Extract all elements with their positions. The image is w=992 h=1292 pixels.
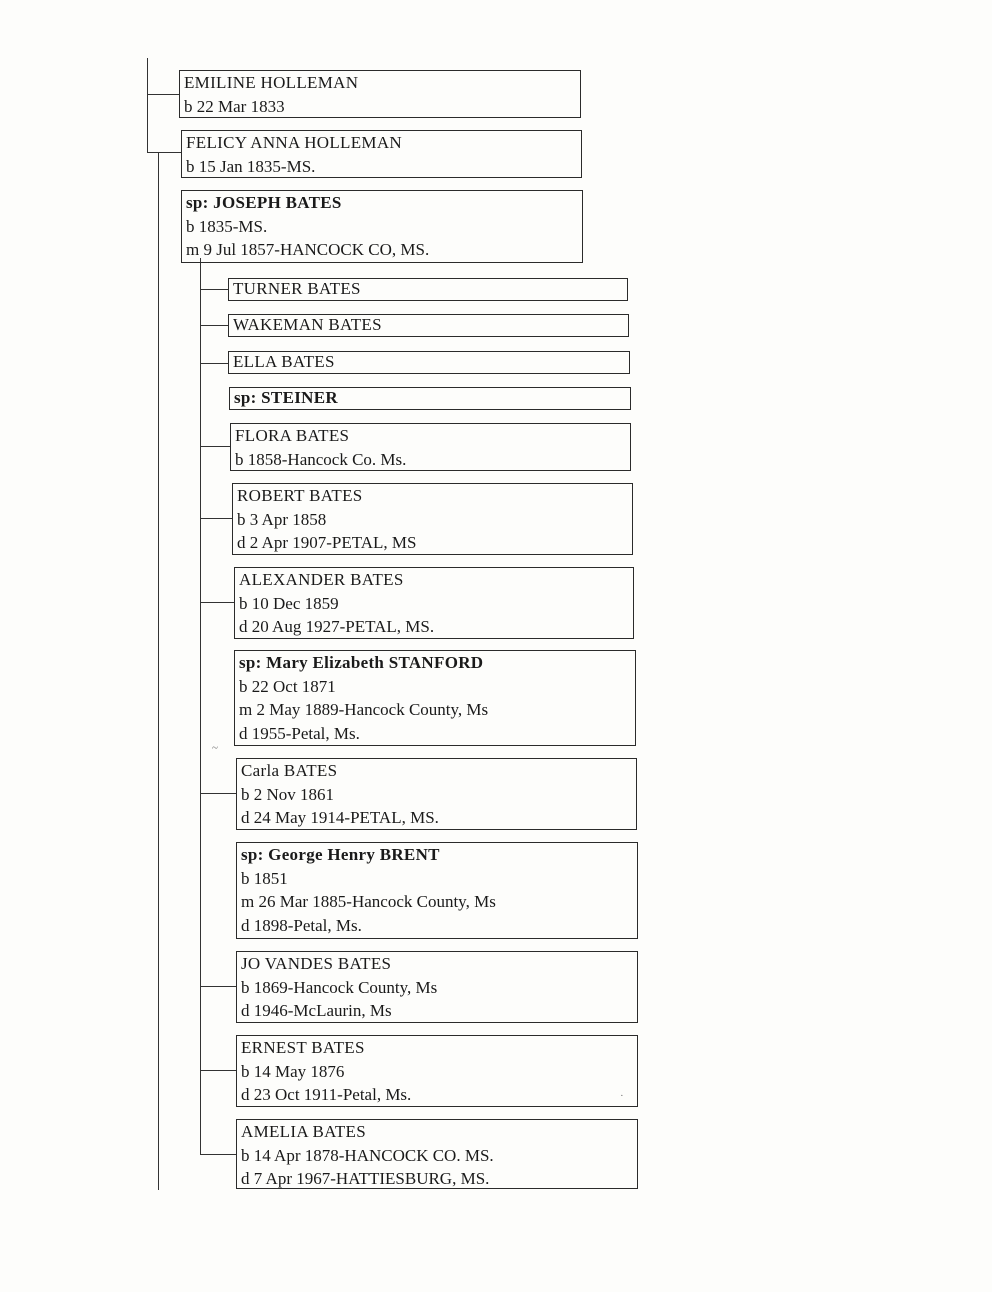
- scan-speck: ·: [620, 1090, 624, 1102]
- birth-line: b 1858-Hancock Co. Ms.: [235, 449, 407, 469]
- spouse-box-mary-elizabeth-stanford: [234, 650, 636, 746]
- person-box-amelia-bates: [236, 1119, 638, 1189]
- spouse-name: sp: Mary Elizabeth STANFORD: [239, 653, 484, 672]
- connector-ella: [200, 363, 228, 364]
- birth-line: b 10 Dec 1859: [239, 593, 339, 613]
- marriage-line: m 26 Mar 1885-Hancock County, Ms: [241, 892, 496, 911]
- death-line: d 23 Oct 1911-Petal, Ms.: [241, 1085, 412, 1104]
- person-box-jo-vandes-bates: [236, 951, 638, 1023]
- death-line: d 1955-Petal, Ms.: [239, 723, 360, 743]
- connector-amelia: [200, 1154, 236, 1155]
- person-name: AMELIA BATES: [241, 1122, 366, 1141]
- death-line: d 7 Apr 1967-HATTIESBURG, MS.: [241, 1169, 490, 1188]
- person-box-felicy-anna-holleman: [181, 130, 582, 178]
- tree-trunk-line: [147, 58, 148, 152]
- scan-speck: ~: [212, 742, 218, 754]
- birth-line: b 14 May 1876: [241, 1061, 345, 1081]
- spouse-box-joseph-bates: [181, 190, 583, 263]
- connector-ernest: [200, 1070, 236, 1071]
- spouse-name: sp: STEINER: [234, 388, 338, 407]
- birth-line: b 22 Mar 1833: [184, 96, 285, 116]
- birth-line: b 15 Jan 1835-MS.: [186, 156, 316, 176]
- person-box-robert-bates: [232, 483, 633, 555]
- person-name: ROBERT BATES: [237, 486, 363, 505]
- person-box-carla-bates: [236, 758, 637, 830]
- person-box-wakeman-bates: [228, 314, 629, 337]
- person-name: ERNEST BATES: [241, 1038, 365, 1057]
- person-box-ernest-bates: [236, 1035, 638, 1107]
- death-line: d 20 Aug 1927-PETAL, MS.: [239, 617, 435, 636]
- person-box-emiline-holleman: [179, 70, 581, 118]
- person-name: Carla BATES: [241, 761, 338, 780]
- birth-line: b 22 Oct 1871: [239, 676, 336, 696]
- death-line: d 1946-McLaurin, Ms: [241, 1001, 392, 1020]
- birth-line: b 1869-Hancock County, Ms: [241, 977, 438, 997]
- person-box-turner-bates: [228, 278, 628, 301]
- person-name: FELICY ANNA HOLLEMAN: [186, 133, 402, 152]
- spouse-name: sp: George Henry BRENT: [241, 845, 440, 864]
- person-name: TURNER BATES: [233, 279, 361, 298]
- connector-robert: [200, 518, 232, 519]
- connector-jo: [200, 986, 236, 987]
- death-line: d 1898-Petal, Ms.: [241, 915, 362, 935]
- person-name: FLORA BATES: [235, 426, 350, 445]
- person-box-alexander-bates: [234, 567, 634, 639]
- spouse-box-george-henry-brent: [236, 842, 638, 939]
- marriage-line: m 2 May 1889-Hancock County, Ms: [239, 700, 489, 719]
- person-name: ELLA BATES: [233, 352, 335, 371]
- person-name: EMILINE HOLLEMAN: [184, 73, 359, 92]
- connector-turner: [200, 289, 228, 290]
- children-branch-line: [200, 258, 201, 1154]
- birth-line: b 1851: [241, 868, 288, 888]
- birth-line: b 3 Apr 1858: [237, 509, 327, 529]
- birth-line: b 1835-MS.: [186, 216, 268, 236]
- person-box-flora-bates: [230, 423, 631, 471]
- connector-emiline: [147, 94, 179, 95]
- birth-line: b 2 Nov 1861: [241, 784, 335, 804]
- marriage-line: m 9 Jul 1857-HANCOCK CO, MS.: [186, 240, 430, 259]
- person-name: JO VANDES BATES: [241, 954, 392, 973]
- connector-flora: [200, 446, 230, 447]
- connector-wakeman: [200, 325, 228, 326]
- birth-line: b 14 Apr 1878-HANCOCK CO. MS.: [241, 1145, 494, 1165]
- spouse-box-steiner: [229, 387, 631, 410]
- spouse-name: sp: JOSEPH BATES: [186, 193, 342, 212]
- connector-felicy: [147, 152, 181, 153]
- death-line: d 24 May 1914-PETAL, MS.: [241, 808, 439, 827]
- tree-trunk-line-lower: [158, 152, 159, 1190]
- person-name: WAKEMAN BATES: [233, 315, 382, 334]
- connector-carla: [200, 793, 236, 794]
- person-box-ella-bates: [228, 351, 630, 374]
- person-name: ALEXANDER BATES: [239, 570, 404, 589]
- connector-alexander: [200, 602, 234, 603]
- death-line: d 2 Apr 1907-PETAL, MS: [237, 533, 417, 552]
